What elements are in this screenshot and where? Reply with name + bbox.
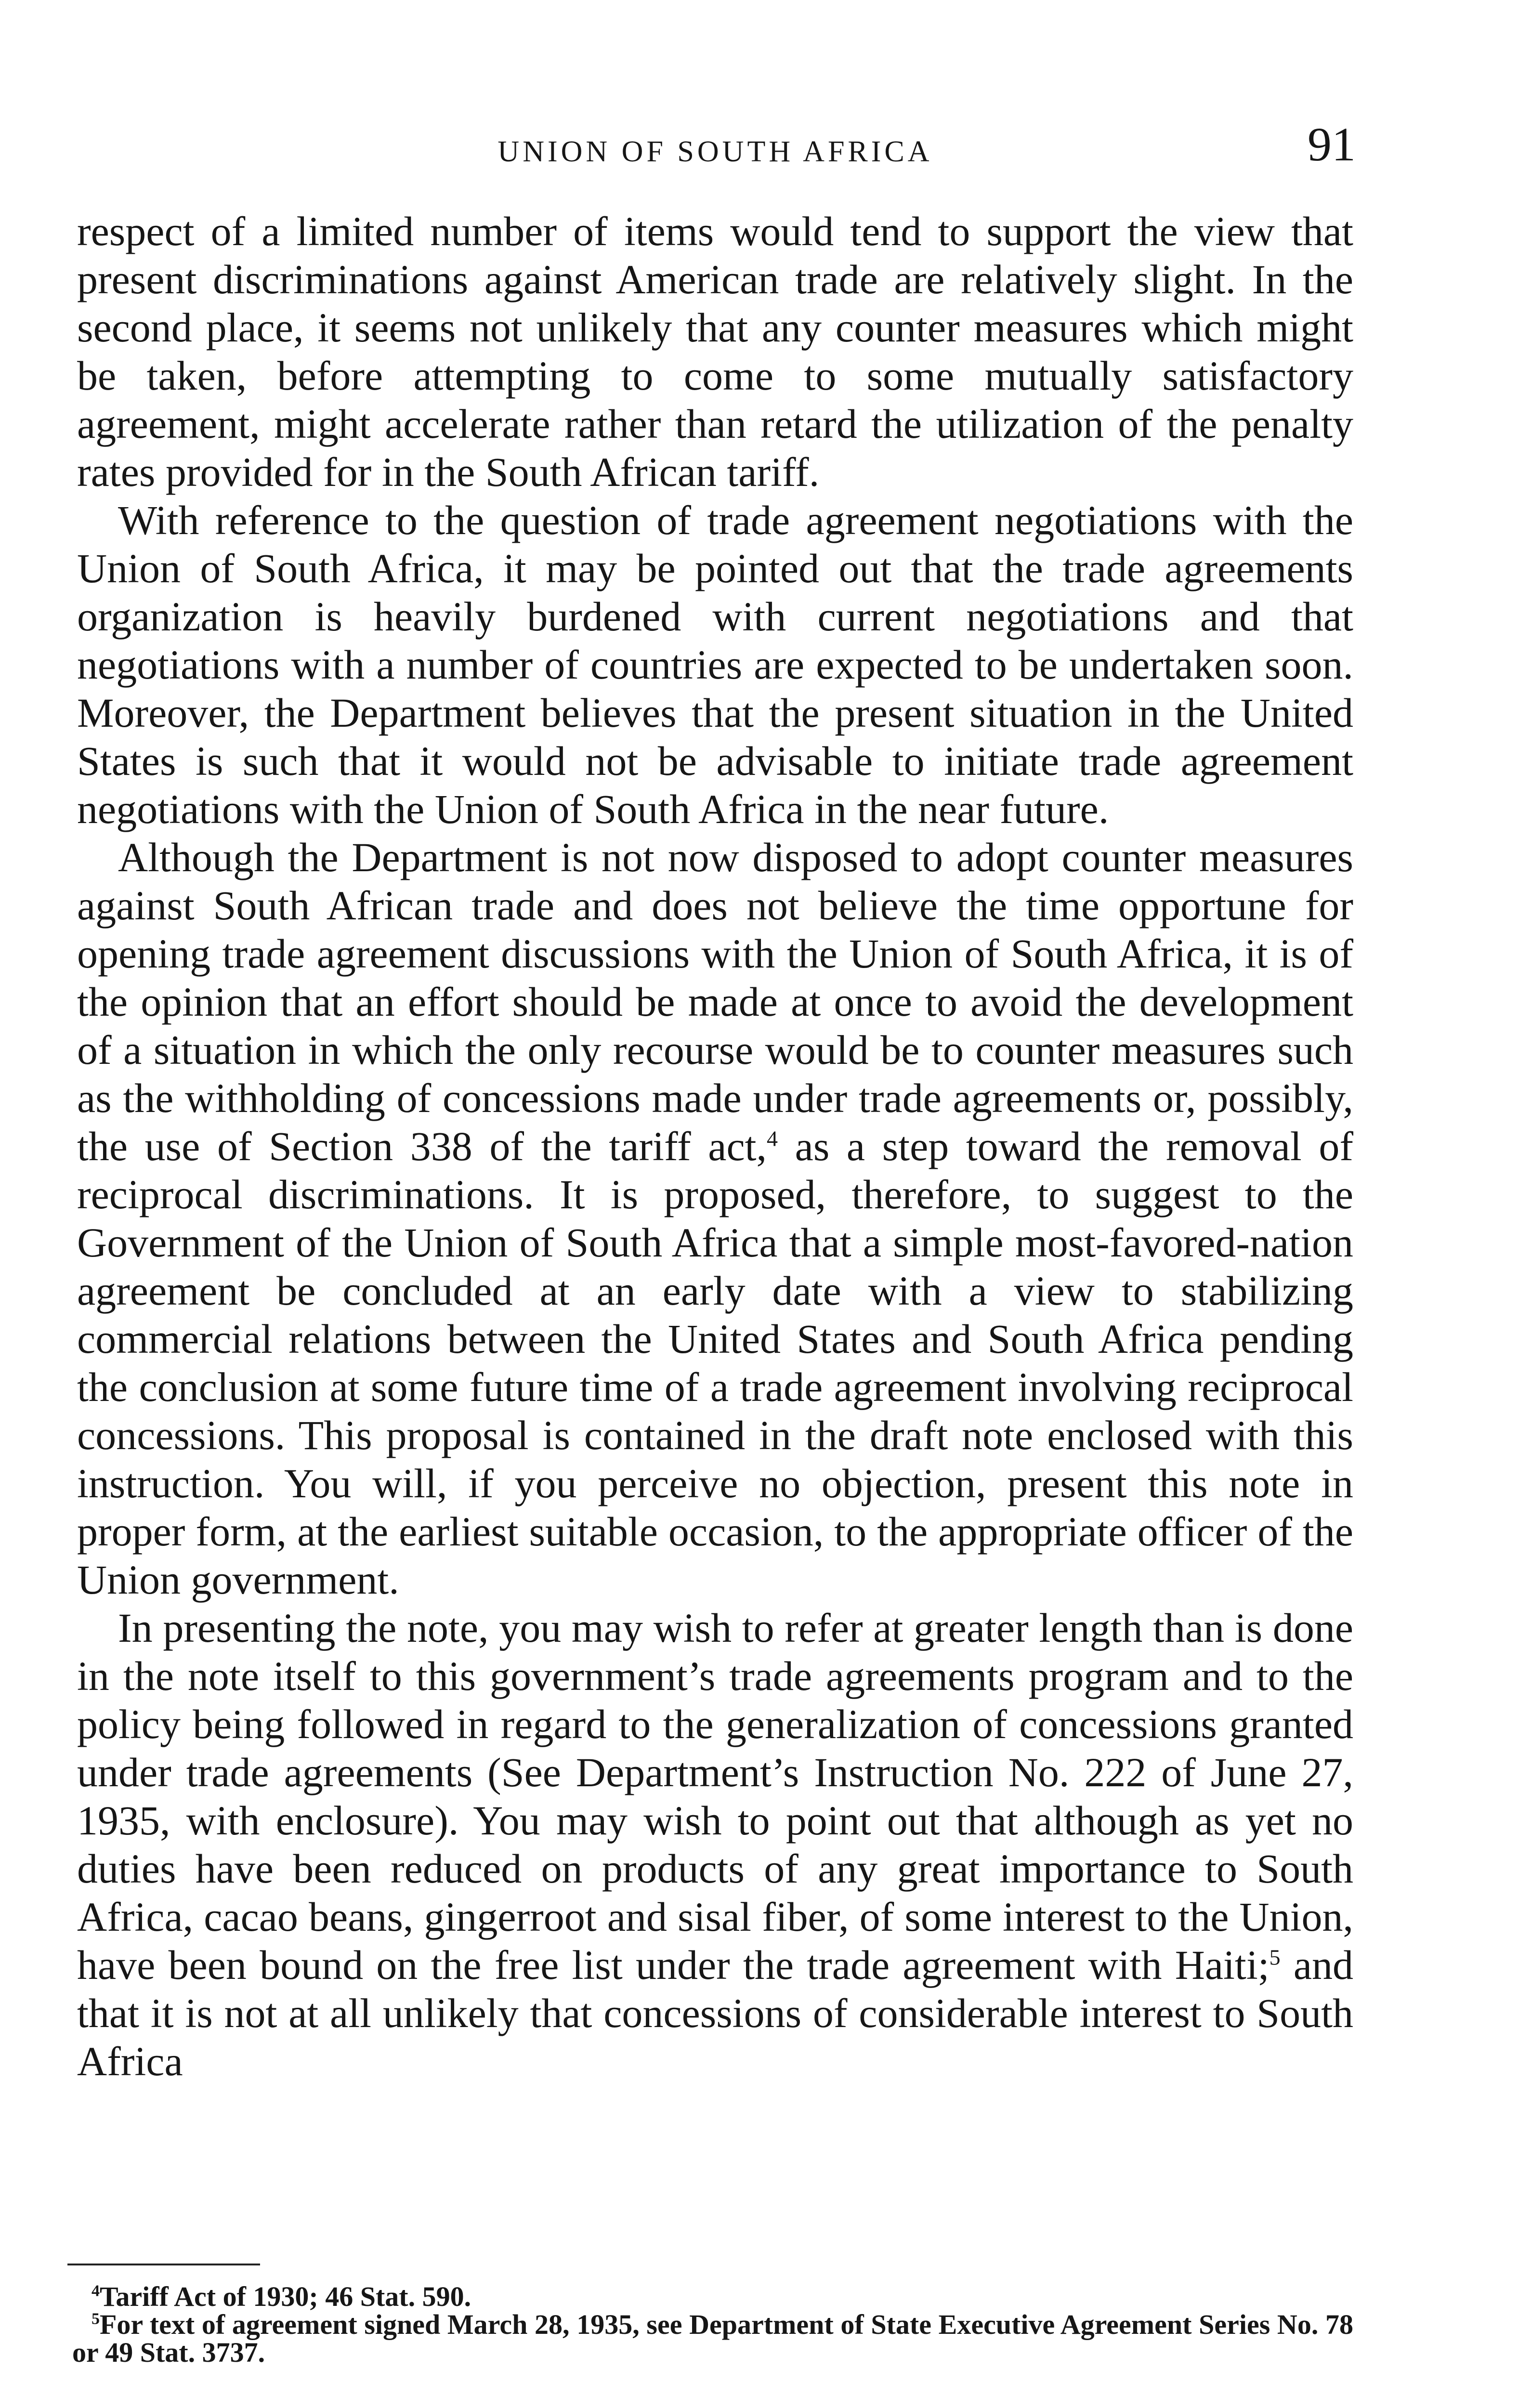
footnote-ref-4: 4 — [767, 1126, 778, 1151]
running-title: UNION OF SOUTH AFRICA — [497, 135, 933, 168]
paragraph-4 — [77, 1604, 1353, 2085]
footnote-divider — [67, 2264, 260, 2265]
footnotes — [72, 2283, 1353, 2367]
body-text — [77, 207, 1353, 2085]
paragraph-4-text-b: and that it is not at all unlikely that concessions of considerable interest to South Africa — [77, 1942, 1354, 2084]
paragraph-3-text-a: Although the Department is not now disposed to adopt counter measures against South African trade and does not believe the time opportune for opening trade agreement discussions with the Union of South Africa, it is of the opinion that an effort should be made at once to avoid the development of a situation in which the only recourse would be to counter measures such as the withholding of concessions made under trade agreements or, possibly, the use of Section 338 of the tariff act, — [77, 834, 1353, 1169]
paragraph-3-text-b: as a step toward the removal of reciprocal discriminations. It is proposed, therefore, to suggest to the Government of the Union of South Africa that a simple most-favored-nation agreement be concluded at an early date with a view to stabilizing commercial relations between the United States and South Africa pending the conclusion at some future time of a trade agreement involving reciprocal concessions. This proposal is contained in the draft note enclosed with this instruction. You will, if you perceive no objection, present this note in proper form, at the earliest suitable occasion, to the appropriate officer of the Union government. — [77, 1123, 1353, 1603]
footnote-4-text: Tariff Act of 1930; 46 Stat. 590. — [100, 2281, 471, 2312]
paragraph-2 — [77, 496, 1353, 833]
paragraph-1-text: respect of a limited number of items would tend to support the view that present discriminations against American trade are relatively slight. In the second place, it seems not unlikely that any counter measures which might be taken, before attempting to come to some mutually satisfactory agreement, might accelerate rather than retard the utilization of the penalty rates provided for in the South African tariff. — [77, 208, 1353, 495]
running-head — [75, 120, 1356, 178]
footnote-4 — [72, 2283, 1353, 2311]
paragraph-4-text-a: In presenting the note, you may wish to refer at greater length than is done in the note itself to this government’s trade agreements program and to the policy being followed in regard to the generalization of concessions granted under trade agreements (See Department’s Instruction No. 222 of June 27, 1935, with enclosure). You may wish to point out that although as yet no duties have been reduced on products of any great importance to South Africa, cacao beans, gingerroot and sisal fiber, of some interest to the Union, have been bound on the free list under the trade agreement with Haiti; — [77, 1605, 1353, 1988]
paragraph-2-text: With reference to the question of trade agreement negotiations with the Union of South Africa, it may be pointed out that the trade agreements organization is heavily burdened with current negotiations and that negotiations with a number of countries are expected to be undertaken soon. Moreover, the Department believes that the present situation in the United States is such that it would not be advisable to initiate trade agreement negotiations with the Union of South Africa in the near future. — [77, 497, 1353, 832]
page-number: 91 — [1308, 118, 1356, 171]
footnote-5 — [72, 2311, 1353, 2367]
paragraph-3 — [77, 833, 1353, 1604]
footnote-5-text: For text of agreement signed March 28, 1935, see Department of State Executive Agreement Series No. 78 or 49 Stat. 3737. — [72, 2309, 1353, 2368]
footnote-4-marker: 4 — [92, 2282, 100, 2300]
footnote-5-marker: 5 — [92, 2310, 100, 2328]
footnote-ref-5: 5 — [1269, 1945, 1281, 1970]
paragraph-1 — [77, 207, 1353, 496]
